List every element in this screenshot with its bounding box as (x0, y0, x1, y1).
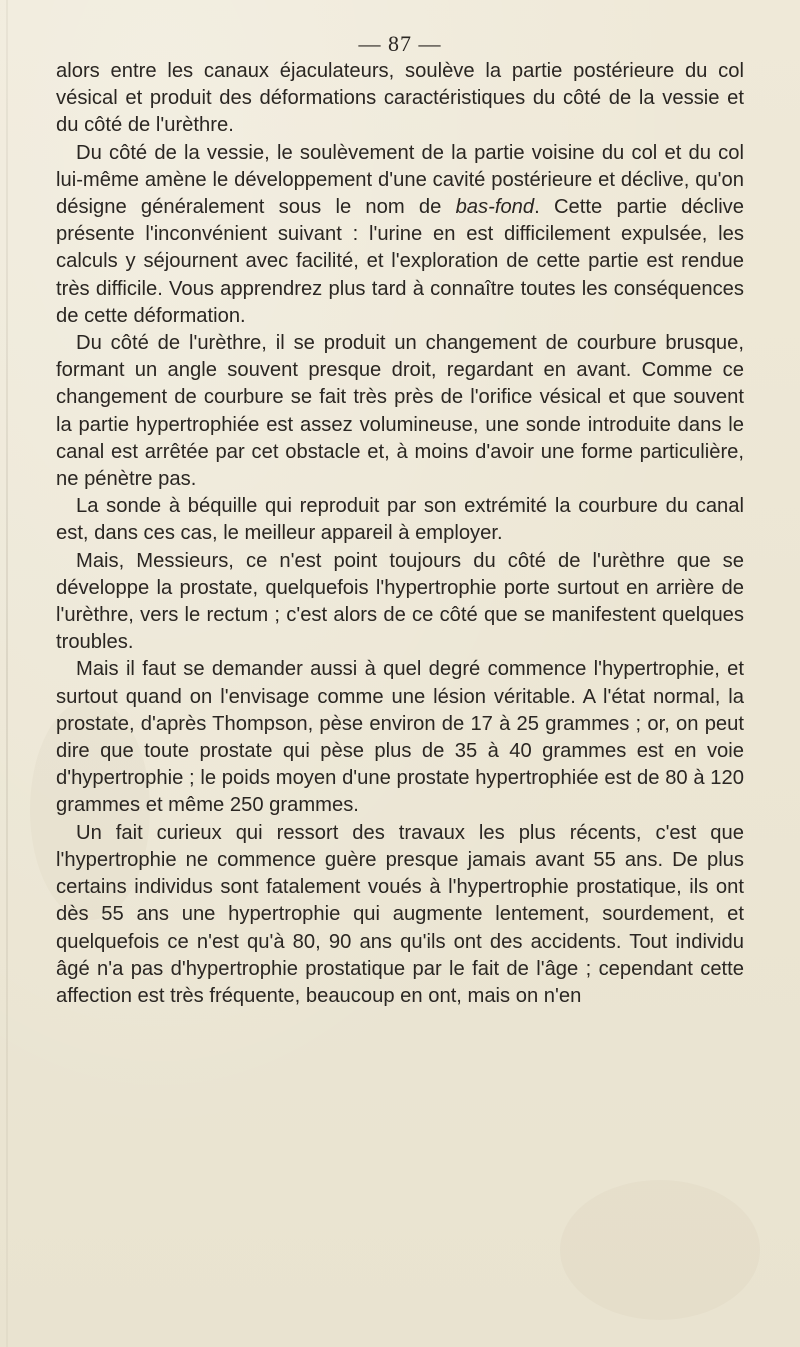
paragraph-3-text: Du côté de l'urèthre, il se produit un changement de courbure brusque, formant un angle souvent presque droit, regardant en avant. Comme ce changement de courbure se fait très près de l'orifice vésical et que souvent la partie hypertrophiée est assez volumineuse, une sonde introduite dans le canal est arrêtée par cet obstacle et, à moins d'avoir une forme particulière, ne pénètre pas. (56, 332, 744, 491)
paragraph-7 (56, 820, 744, 1010)
paragraph-5-text: Mais, Messieurs, ce n'est point toujours du côté de l'urèthre que se développe la prostate, quelquefois l'hypertrophie porte surtout en arrière de l'urèthre, vers le rectum ; c'est alors de ce côté que se manifestent quelques troubles. (56, 549, 744, 654)
paragraph-6-text: Mais il faut se demander aussi à quel degré commence l'hypertrophie, et surtout quand on l'envisage comme une lésion véritable. A l'état normal, la prostate, d'après Thompson, pèse environ de 17 à 25 grammes ; or, on peut dire que toute prostate qui pèse plus de 35 à 40 grammes est en voie d'hypertrophie ; le poids moyen d'une prostate hypertrophiée est de 80 à 120 grammes et même 250 grammes. (56, 658, 744, 817)
paragraph-4-text: La sonde à béquille qui reproduit par son extrémité la courbure du canal est, dans ces cas, le meilleur appareil à employer. (56, 495, 744, 545)
term-bas-fond: bas-fond (455, 196, 535, 219)
paragraph-6 (56, 656, 744, 819)
paragraph-5 (56, 548, 744, 657)
paper-stain (560, 1180, 760, 1320)
paragraph-3 (56, 330, 744, 493)
paragraph-2 (56, 140, 744, 330)
paragraph-2-text-a: Du côté de la vessie, le soulèvement de la partie voisine du col et du col lui-même amène le développement d'une cavité postérieure et déclive, qu'on désigne généralement sous le nom de (56, 141, 744, 219)
paragraph-1 (56, 58, 744, 140)
paragraph-2-text-b: . Cette partie déclive présente l'inconvénient suivant : l'urine en est difficilement expulsée, les calculs y séjournent avec facilité, et l'exploration de cette partie est rendue très difficile. Vous apprendrez plus tard à connaître toutes les conséquences de cette déformation. (56, 196, 744, 327)
paragraph-7-text: Un fait curieux qui ressort des travaux les plus récents, c'est que l'hypertrophie ne commence guère presque jamais avant 55 ans. De plus certains individus sont fatalement voués à l'hypertrophie prostatique, ils ont dès 55 ans une hypertrophie qui augmente lentement, sourdement, et quelquefois ce n'est qu'à 80, 90 ans qu'ils ont des accidents. Tout individu âgé n'a pas d'hypertrophie prostatique par le fait de l'âge ; cependant cette affection est très fréquente, beaucoup en ont, mais on n'en (56, 821, 744, 1007)
body-text (56, 58, 744, 1010)
page-edge-shadow (6, 0, 8, 1347)
page-number: — 87 — (358, 31, 442, 56)
paragraph-4 (56, 493, 744, 547)
paragraph-1-text: alors entre les canaux éjaculateurs, soulève la partie postérieure du col vésical et produit des déformations caractéristiques du côté de la vessie et du côté de l'urèthre. (56, 60, 744, 137)
